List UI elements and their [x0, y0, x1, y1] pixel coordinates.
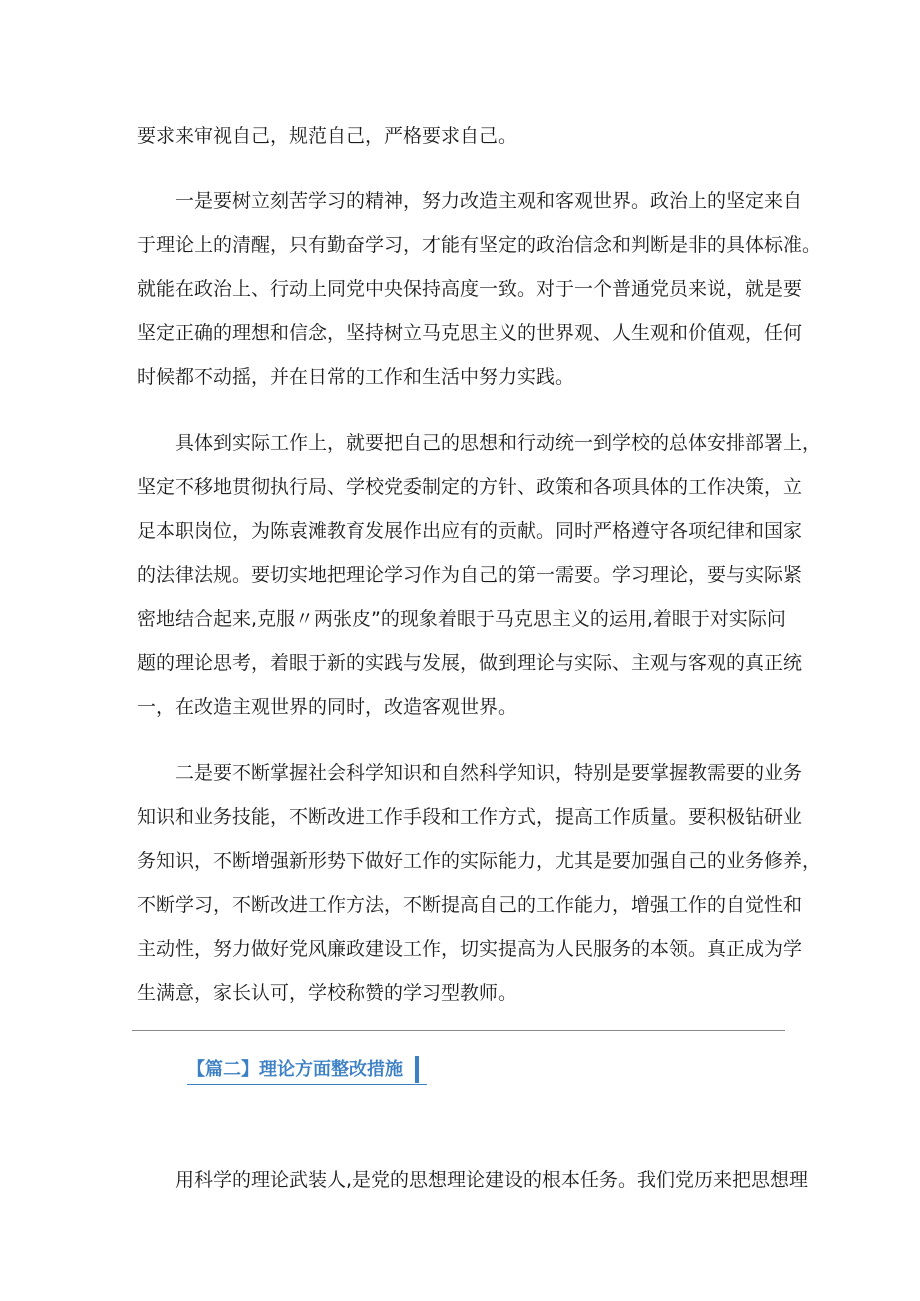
paragraph-line: 具体到实际工作上，就要把自己的思想和行动统一到学校的总体安排部署上， [175, 432, 822, 454]
section-heading-underline [187, 1084, 427, 1085]
paragraph-line: 题的理论思考，着眼于新的实践与发展，做到理论与实际、主观与客观的真正统 [137, 652, 803, 674]
section-heading [187, 1050, 419, 1084]
paragraph-line: 一是要树立刻苦学习的精神，努力改造主观和客观世界。政治上的坚定来自 [175, 190, 803, 212]
section-divider [132, 1030, 785, 1031]
paragraph-line: 足本职岗位，为陈袁滩教育发展作出应有的贡献。同时严格遵守各项纪律和国家 [137, 520, 803, 542]
paragraph-line: 就能在政治上、行动上同党中央保持高度一致。对于一个普通党员来说，就是要 [137, 278, 803, 300]
paragraph-line: 密地结合起来,克服〃两张皮”的现象着眼于马克思主义的运用,着眼于对实际问 [137, 608, 786, 630]
paragraph-line: 于理论上的清醒，只有勤奋学习，才能有坚定的政治信念和判断是非的具体标准。 [137, 234, 822, 256]
section-heading-title: 【篇二】理论方面整改措施 [187, 1059, 403, 1080]
paragraph-line: 不断学习，不断改进工作方法，不断提高自己的工作能力，增强工作的自觉性和 [137, 894, 803, 916]
paragraph-line: 一，在改造主观世界的同时，改造客观世界。 [137, 696, 518, 718]
paragraph-line: 二是要不断掌握社会科学知识和自然科学知识，特别是要掌握教需要的业务 [175, 762, 803, 784]
paragraph-line: 坚定不移地贯彻执行局、学校党委制定的方针、政策和各项具体的工作决策，立 [137, 476, 803, 498]
paragraph-line: 时候都不动摇，并在日常的工作和生活中努力实践。 [137, 366, 575, 388]
paragraph-line: 知识和业务技能，不断改进工作手段和工作方式，提高工作质量。要积极钻研业 [137, 806, 803, 828]
heading-accent-bar [415, 1056, 419, 1083]
paragraph-line: 务知识，不断增强新形势下做好工作的实际能力，尤其是要加强自己的业务修养， [137, 850, 822, 872]
paragraph-line: 的法律法规。要切实地把理论学习作为自己的第一需要。学习理论，要与实际紧 [137, 564, 803, 586]
paragraph-line: 要求来审视自己，规范自己，严格要求自己。 [137, 125, 518, 147]
paragraph-line: 用科学的理论武装人,是党的思想理论建设的根本任务。我们党历来把思想理 [175, 1169, 809, 1191]
paragraph-line: 坚定正确的理想和信念，坚持树立马克思主义的世界观、人生观和价值观，任何 [137, 322, 803, 344]
paragraph-line: 生满意，家长认可，学校称赞的学习型教师。 [137, 982, 518, 1004]
paragraph-line: 主动性，努力做好党风廉政建设工作，切实提高为人民服务的本领。真正成为学 [137, 938, 803, 960]
